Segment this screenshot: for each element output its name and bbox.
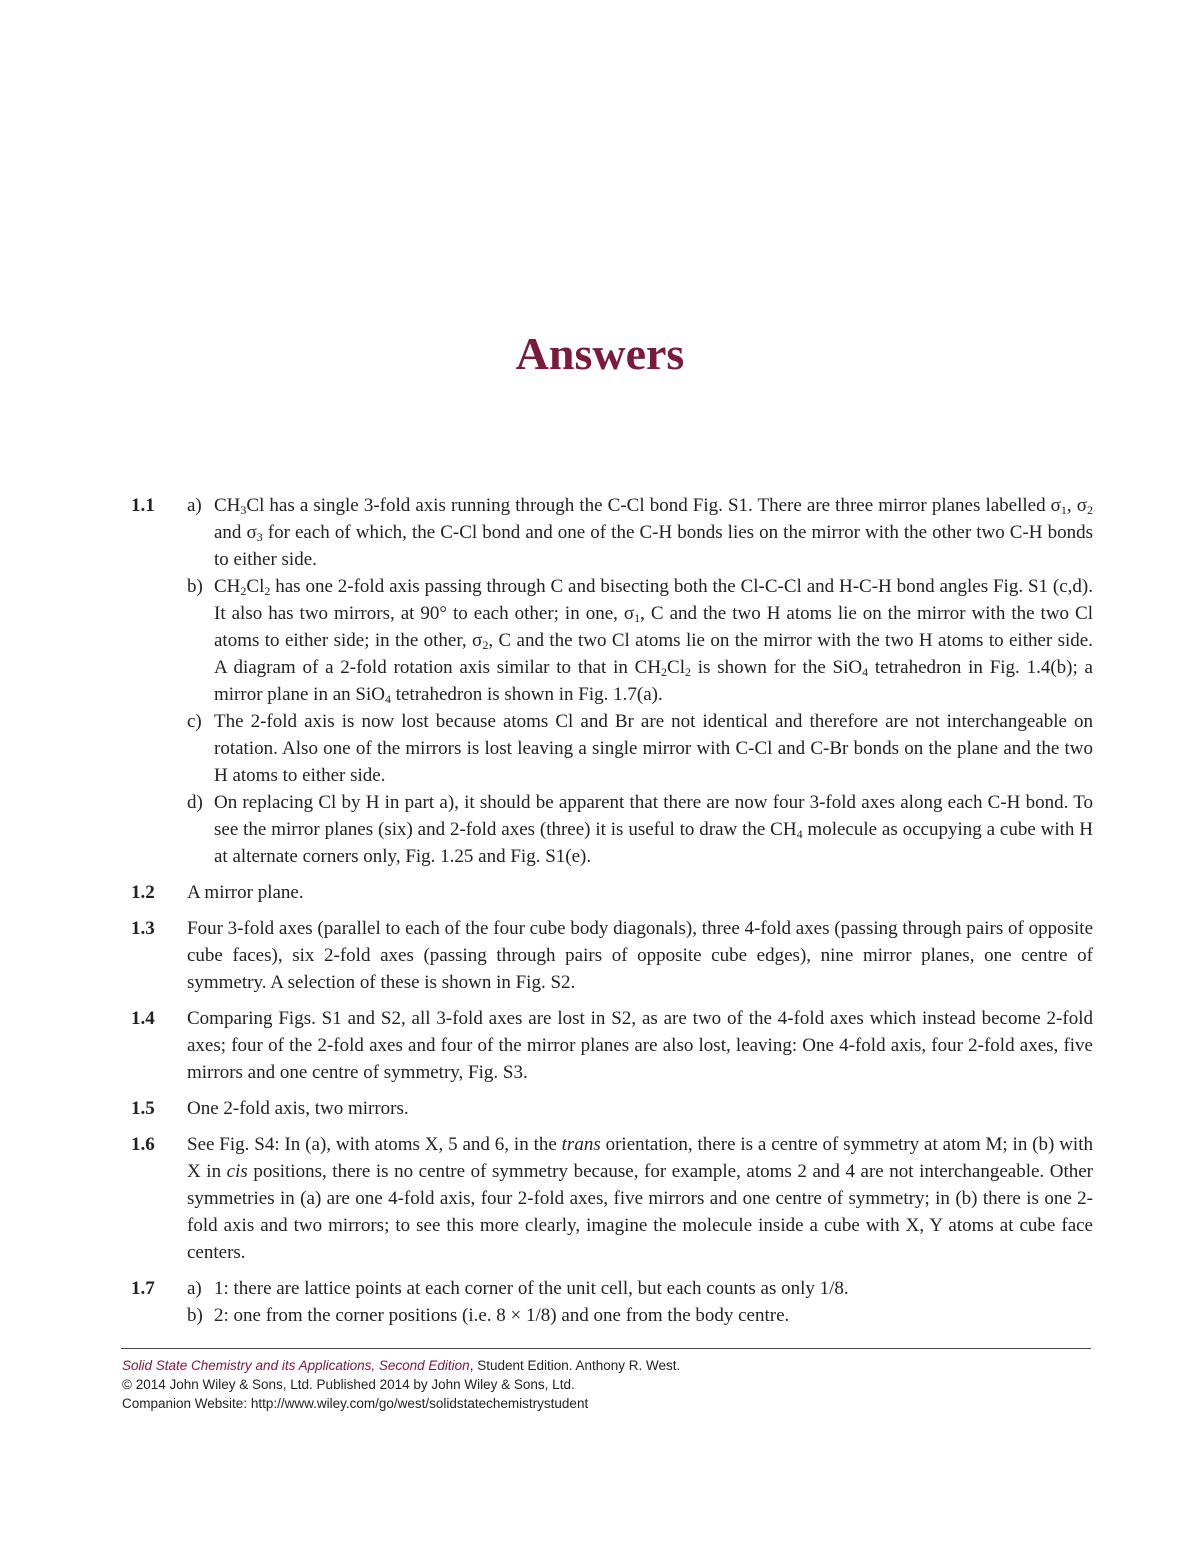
answer-text: See Fig. S4: In (a), with atoms X, 5 and 6, in the trans orientation, there is a centre of symmetry at atom M; in (b) with X in cis positions, there is no centre of symmetry because, for example, atoms 2 and 4 are not interchangeable. Other symmetries in (a) are one 4-fold axis, four 2-fold axes, five mirrors and one centre of symmetry; in (b) there is one 2-fold axis and two mirrors; to see this more clearly, imagine the molecule inside a cube with X, Y atoms at cube face centers. bbox=[187, 1134, 1094, 1263]
answer-1-1 bbox=[131, 492, 1093, 870]
answer-1-2 bbox=[131, 879, 1093, 906]
page-title: Answers bbox=[515, 328, 685, 379]
page-footer bbox=[122, 1356, 1082, 1413]
answer-number: 1.3 bbox=[131, 918, 155, 939]
answer-number: 1.5 bbox=[131, 1098, 155, 1119]
footer-line-2: © 2014 John Wiley & Sons, Ltd. Published 2014 by John Wiley & Sons, Ltd. bbox=[122, 1377, 575, 1392]
item-label: b) bbox=[187, 576, 203, 597]
answer-1-4 bbox=[131, 1005, 1093, 1086]
item-text: 2: one from the corner positions (i.e. 8 × 1/8) and one from the body centre. bbox=[214, 1305, 790, 1326]
answer-1-3 bbox=[131, 915, 1093, 996]
item-text: $CH_3Cl$ has a single 3-fold axis running through the C-Cl bond Fig. S1. There are three mirror planes labelled $\sigma_1$, $\sigma_2$ and $\sigma_3$ for each of which, the C-Cl bond and one of the C-H bonds lies on the mirror with the other two C-H bonds to either side. bbox=[214, 495, 1093, 570]
answer-number: 1.7 bbox=[131, 1278, 155, 1299]
answer-number: 1.6 bbox=[131, 1134, 155, 1155]
item-label: b) bbox=[187, 1305, 203, 1326]
answer-number: 1.4 bbox=[131, 1008, 155, 1029]
answer-1-5 bbox=[131, 1095, 1093, 1122]
item-label: a) bbox=[187, 1278, 202, 1299]
item-text: 1: there are lattice points at each corner of the unit cell, but each counts as only 1/8. bbox=[214, 1278, 849, 1299]
item-text: $CH_2Cl_2$ has one 2-fold axis passing through C and bisecting both the Cl-C-Cl and H-C-H bond angles Fig. S1 (c,d). It also has two mirrors, at 90° to each other; in one, $\sigma_1$, C and the two H atoms lie on the mirror with the two Cl atoms to either side; in the other, $\sigma_2$, C and the two Cl atoms lie on the mirror with the two H atoms to either side. A diagram of a 2-fold rotation axis similar to that in $CH_2Cl_2$ is shown for the SiO$_4$ tetrahedron in Fig. 1.4(b); a mirror plane in an SiO$_4$ tetrahedron is shown in Fig. 1.7(a). bbox=[214, 576, 1093, 706]
answer-item-c bbox=[187, 708, 1093, 789]
item-label: d) bbox=[187, 792, 203, 813]
item-text: On replacing Cl by H in part a), it should be apparent that there are now four 3-fold axes along each C-H bond. To see the mirror planes (six) and 2-fold axes (three) it is useful to draw the $CH_4$ molecule as occupying a cube with H at alternate corners only, Fig. 1.25 and Fig. S1(e). bbox=[214, 792, 1093, 867]
answer-item-d bbox=[187, 789, 1093, 870]
item-label: a) bbox=[187, 495, 202, 516]
answer-number: 1.2 bbox=[131, 882, 155, 903]
answer-text: One 2-fold axis, two mirrors. bbox=[187, 1098, 409, 1119]
footer-line-3: Companion Website: http://www.wiley.com/go/west/solidstatechemistrystudent bbox=[122, 1396, 589, 1411]
answer-item-a bbox=[187, 492, 1093, 573]
answer-text: Four 3-fold axes (parallel to each of the four cube body diagonals), three 4-fold axes (passing through pairs of opposite cube faces), six 2-fold axes (passing through pairs of opposite cube edges), nine mirror planes, one centre of symmetry. A selection of these is shown in Fig. S2. bbox=[187, 918, 1093, 993]
answer-1-7 bbox=[131, 1275, 1093, 1329]
footer-divider bbox=[121, 1348, 1091, 1349]
item-label: c) bbox=[187, 711, 202, 732]
answer-1-6 bbox=[131, 1131, 1093, 1266]
answer-text: Comparing Figs. S1 and S2, all 3-fold axes are lost in S2, as are two of the 4-fold axes which instead become 2-fold axes; four of the 2-fold axes and four of the mirror planes are also lost, leaving: One 4-fold axis, four 2-fold axes, five mirrors and one centre of symmetry, Fig. S3. bbox=[187, 1008, 1093, 1083]
book-title: Solid State Chemistry and its Applications, Second Edition bbox=[122, 1358, 470, 1373]
answer-number: 1.1 bbox=[131, 495, 155, 516]
answer-text: A mirror plane. bbox=[187, 882, 304, 903]
item-text: The 2-fold axis is now lost because atoms Cl and Br are not identical and therefore are not interchangeable on rotation. Also one of the mirrors is lost leaving a single mirror with C-Cl and C-Br bonds on the plane and the two H atoms to either side. bbox=[214, 711, 1093, 786]
answer-item-b bbox=[187, 1302, 1093, 1329]
footer-line-1: Solid State Chemistry and its Applications, Second Edition, Student Edition. Anthony R. West. bbox=[122, 1358, 681, 1373]
answer-item-a bbox=[187, 1275, 1093, 1302]
answer-item-b bbox=[187, 573, 1093, 708]
answers-list bbox=[131, 492, 1093, 1338]
